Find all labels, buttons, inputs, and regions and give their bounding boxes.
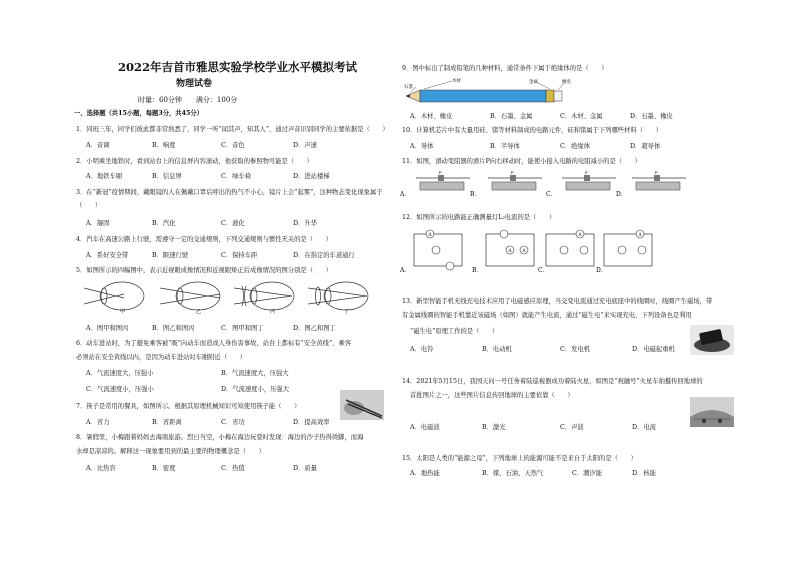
option-a: A．导体 — [410, 143, 434, 150]
svg-text:P: P — [585, 170, 588, 175]
option-c: C．热值 — [221, 465, 245, 472]
option-d: D．石墨、橡皮 — [630, 113, 673, 120]
option-a: A．音调 — [86, 142, 110, 149]
option-b: B．汽化 — [152, 220, 176, 227]
rheostat-diagrams — [400, 170, 690, 202]
question-stem: 11．如图，滑动变阻器的滑片P向右移动时，能使小接入电路的电阻减小的是（ ） — [402, 158, 641, 165]
option-d: D．电流 — [632, 424, 656, 431]
option-a: A．比热容 — [86, 465, 116, 472]
question-stem-cont: 水却是凉凉的。解释这一现象要用到的最主要的物理概念是（ ） — [76, 448, 265, 455]
option-a: A．省力 — [86, 419, 110, 426]
question-stem: 13．新型智能手机无线充电技术应用了电磁感应原理，当交变电流通过充电底座中的线圈时，线圈产生磁场，带 — [402, 298, 713, 305]
question-stem: 4．汽车在高速公路上行驶，需遵守一定的交通规则，下列交通规则与惯性无关的是（ ） — [76, 236, 332, 243]
option-label-d: D． — [616, 191, 627, 198]
option-d: D．在指定的车道通行 — [293, 252, 355, 259]
option-b: B．气流速度大，压强大 — [221, 370, 289, 377]
option-d: D．电磁起重机 — [632, 346, 675, 353]
option-b: B．信息屏 — [152, 173, 182, 180]
question-stem: 8．暑假里，小梅跟着妈妈去海南旅游。烈日当空，小梅在海边玩耍时发现：海边的沙子热得烫脚，而海 — [76, 434, 364, 441]
option-c: C．绝缘体 — [560, 143, 591, 150]
fig-label-yi: 乙 — [196, 309, 202, 314]
option-a: A．图甲和图丙 — [86, 325, 129, 332]
svg-text:A: A — [578, 233, 582, 238]
option-b: B．激光 — [482, 424, 506, 431]
label-metal: 金属 — [529, 80, 538, 85]
fig-label-bing: 丙 — [270, 309, 276, 314]
svg-text:A: A — [508, 249, 512, 254]
option-label-d: D． — [596, 267, 607, 274]
exam-meta: 时量：60分钟 满分：100分 — [138, 96, 238, 104]
fig-label-ding: 丁 — [344, 309, 350, 314]
label-graphite: 石墨 — [404, 85, 413, 90]
mars-rover-photo — [690, 397, 734, 427]
option-b: B．限速行驶 — [152, 252, 189, 259]
svg-text:A: A — [428, 233, 432, 238]
question-stem: 12．如图所示的电路能正确测量灯L₂电流的是（ ） — [402, 214, 556, 221]
option-a: A．地热能 — [410, 470, 440, 477]
option-c: C．图甲和图丁 — [221, 325, 264, 332]
fig-label-jia: 甲 — [120, 309, 126, 314]
option-a: A．凝固 — [86, 220, 110, 227]
eye-figure-ding — [308, 282, 368, 310]
option-d: D．升华 — [293, 220, 317, 227]
option-b: B．煤、石油、天然气 — [482, 470, 544, 477]
question-stem: 6．动车进站时，为了避免乘客被“吸”向动车而造成人身伤害事故，站台上都标有“安全黄线”，乘客 — [76, 340, 352, 347]
option-label-c: C． — [546, 191, 557, 198]
svg-text:P: P — [439, 170, 442, 175]
ammeter-circuit-diagrams — [400, 228, 690, 274]
svg-text:A: A — [522, 249, 526, 254]
question-stem: 1．同班三年，同学们彼此都非常熟悉了，同学一听“闻其声，知其人”，通过声音识别同学的主要依据是（ ） — [76, 126, 389, 133]
option-b: B．半导体 — [490, 143, 520, 150]
question-stem: 14．2021年5月15日，我国天问一号任务着陆巡视器成功着陆火星，如图是“祝融号”火星车拍摄传回地球的 — [402, 378, 703, 385]
option-d: D．进站楼梯 — [293, 173, 330, 180]
eye-figure-bing — [234, 282, 294, 310]
option-c: C．木材、金属 — [560, 113, 603, 120]
option-label-a: A． — [400, 191, 411, 198]
svg-text:P: P — [511, 170, 514, 175]
eye-figure-jia — [84, 282, 144, 310]
eye-lens-diagrams — [80, 280, 380, 314]
option-label-a: A． — [400, 267, 411, 274]
label-wood: 木材 — [452, 79, 461, 84]
question-stem: 7．筷子是常用的餐具，如图所示。根据其原理机械知识可知使用筷子能（ ） — [76, 403, 301, 410]
question-stem: 5．如图所示的四幅图中，表示近视眼成像情况和近视眼矫正后成像情况的图分别是（ ） — [76, 267, 332, 274]
option-d: D．图乙和图丁 — [293, 325, 336, 332]
section-heading: 一、选择题（共15小题，每题3分，共45分） — [74, 110, 203, 117]
option-c: C．保持车距 — [221, 252, 258, 259]
exam-title: 2022年吉首市雅思实验学校学业水平模拟考试 — [118, 60, 358, 74]
question-stem: 15．太阳是人类的“能源之母”，下列地球上的能源可能不是来自于太阳的是（ ） — [402, 455, 637, 462]
option-b: B．响度 — [152, 142, 176, 149]
option-a: A．电磁波 — [410, 424, 440, 431]
question-stem: 9．图中标出了制成铅笔的几种材料，通常条件下属于绝缘体的是（ ） — [402, 65, 608, 72]
pencil-figure — [404, 77, 574, 105]
option-c: C．液化 — [221, 220, 245, 227]
option-b: B．密度 — [152, 465, 176, 472]
option-a: A．电铃 — [410, 346, 434, 353]
option-a: A．系好安全带 — [86, 252, 129, 259]
option-label-b: B． — [470, 191, 481, 198]
option-d: D．提高效率 — [293, 419, 330, 426]
option-d: D．超导体 — [630, 143, 661, 150]
label-eraser: 橡皮 — [562, 80, 571, 85]
option-a: A．木材、橡皮 — [410, 113, 453, 120]
option-c: C．省功 — [221, 419, 245, 426]
option-d: D．气流速度小，压强大 — [221, 386, 290, 393]
option-c: C．绿车椅 — [221, 173, 252, 180]
question-stem: 2．小明乘坐地铁时，看到站台上的信息屏内容滚动，他获取的参照物可能是（ ） — [76, 158, 313, 165]
option-label-c: C． — [538, 267, 549, 274]
eye-figure-yi — [160, 282, 220, 310]
svg-text:P: P — [655, 170, 658, 175]
option-d: D．声速 — [293, 142, 317, 149]
option-label-b: B． — [472, 267, 483, 274]
option-b: B．省距离 — [152, 419, 182, 426]
question-stem-cont: 有金属线圈的智能手机靠近该磁场（如图）就能产生电流，通过“磁生电”来实现充电，下列设备也是利用 — [402, 312, 692, 319]
question-stem-cont: （ ） — [76, 202, 102, 209]
option-b: B．电动机 — [482, 346, 512, 353]
option-c: C．声波 — [560, 424, 584, 431]
option-c: C．发电机 — [560, 346, 591, 353]
option-a: A．气流速度大，压强小 — [86, 370, 154, 377]
option-b: B．图乙和图丙 — [152, 325, 195, 332]
exam-subject: 物理试卷 — [176, 79, 213, 89]
option-c: C．潮汐能 — [572, 470, 603, 477]
option-d: D．核能 — [632, 470, 656, 477]
question-stem: 10．计算机芯片中有大量用硅、锗等材料制成的电路元件，硅和锗属于下列哪些材料（ ） — [402, 127, 662, 134]
option-b: B．石墨、金属 — [490, 113, 533, 120]
wireless-charger-photo — [690, 325, 734, 355]
question-stem-cont: “磁生电”原理工作的是（ ） — [410, 328, 499, 335]
svg-text:A: A — [638, 233, 642, 238]
option-a: A．地铁车厢 — [86, 173, 123, 180]
option-d: D．质量 — [293, 465, 317, 472]
chopsticks-photo — [340, 390, 384, 420]
question-stem-cont: 首批图片之一，这些图片信息传回地球的主要依靠（ ） — [410, 392, 574, 399]
question-stem: 3．在“新冠”疫情期间，戴眼镜的人在佩戴口罩后呼出的热气不小心，镜片上会“起雾”，这种物态变化现象属于 — [76, 189, 383, 196]
question-stem-cont: 必须站在安全黄线以内，是因为动车进站时车厢附近（ ） — [76, 354, 247, 361]
option-c: C．音色 — [221, 142, 245, 149]
option-c: C．气流速度小，压强小 — [86, 386, 154, 393]
